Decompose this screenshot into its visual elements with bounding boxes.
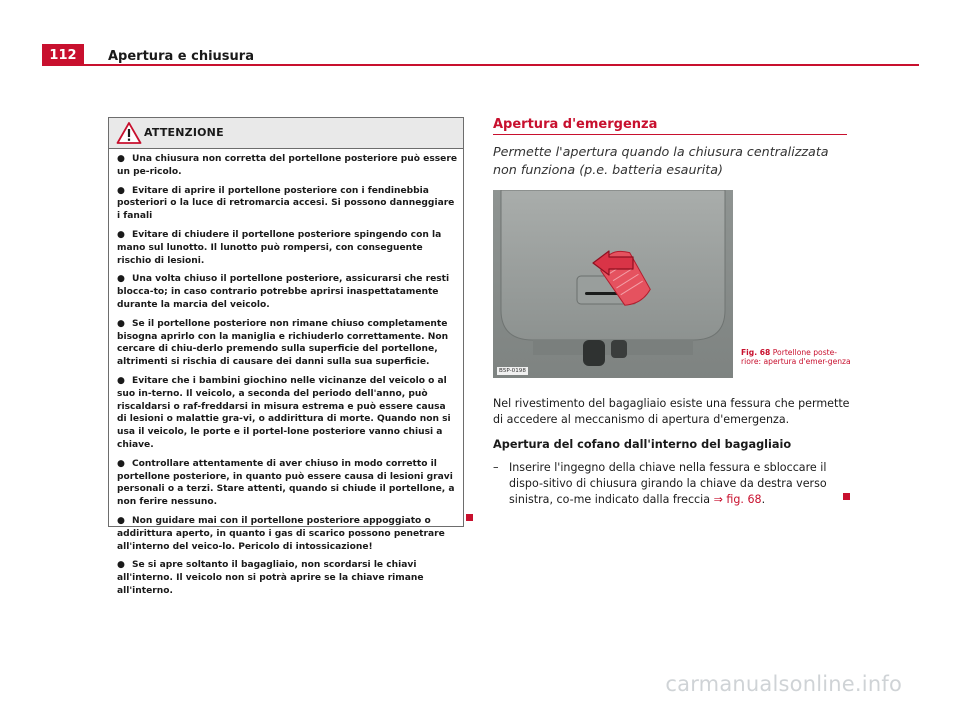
step-end: . (761, 493, 766, 506)
warning-item-text: Evitare di aprire il portellone posteriore con i fendinebbia posteriori o la luce di retromarcia accesi. Si possono danneggiare i fanali (117, 185, 455, 222)
heading-rule (493, 134, 847, 135)
warning-header (109, 118, 463, 149)
figure-caption-text: Portellone poste-riore: apertura d'emer-genza (741, 348, 851, 367)
warning-item (117, 229, 457, 267)
warning-title: ATTENZIONE (144, 126, 224, 139)
emergency-paragraph: Nel rivestimento del bagagliaio esiste una fessura che permette di accedere al meccanismo di apertura d'emergenza. (493, 397, 850, 426)
bullet-icon: ● (117, 375, 125, 386)
step-body: Inserire l'ingegno della chiave nella fessura e sbloccare il dispo-sitivo di chiusura girando la chiave da destra verso sinistra, co-me indicato dalla freccia (509, 461, 827, 506)
warning-box (108, 117, 464, 596)
emergency-intro: Permette l'apertura quando la chiusura centralizzata non funziona (p.e. batteria esaurita) (493, 144, 829, 177)
warning-item (117, 375, 457, 452)
warning-item-text: Evitare di chiudere il portellone posteriore spingendo con la mano sul lunotto. Il lunotto può rompersi, con conseguente rischio di lesioni. (117, 229, 442, 266)
bullet-icon: ● (117, 560, 125, 571)
figure-caption (741, 348, 851, 366)
bullet-icon: ● (117, 274, 125, 285)
warning-item-text: Se si apre soltanto il bagagliaio, non scordarsi le chiavi all'interno. Il veicolo non si potrà aprire se la chiave rimane all'interno. (117, 560, 424, 596)
emergency-heading: Apertura d'emergenza (493, 117, 658, 132)
warning-item (117, 458, 457, 509)
bullet-icon: ● (117, 229, 125, 240)
warning-list (109, 149, 463, 598)
figure-xref-link[interactable]: ⇒ fig. 68 (713, 493, 762, 506)
emergency-subheading: Apertura del cofano dall'interno del bagagliaio (493, 438, 792, 451)
bullet-icon: ● (117, 515, 125, 526)
step-dash: – (493, 461, 499, 474)
warning-item (117, 153, 457, 179)
emergency-step (493, 460, 853, 508)
bullet-icon: ● (117, 154, 125, 164)
figure-tailgate-emergency (493, 190, 733, 378)
figure-label: Fig. 68 (741, 348, 771, 357)
step-text (493, 460, 853, 508)
warning-item (117, 318, 457, 369)
watermark: carmanualsonline.info (665, 672, 902, 696)
figure-code: B5P-0198 (499, 368, 526, 374)
warning-item-text: Non guidare mai con il portellone posteriore appoggiato o addirittura aperto, in quanto i gas di scarico possono penetrare all'interno del veico-lo. Pericolo di intossicazione! (117, 515, 445, 552)
end-of-section-marker (466, 514, 473, 521)
bullet-icon: ● (117, 185, 125, 196)
warning-item-text: Evitare che i bambini giochino nelle vicinanze del veicolo o al suo in-terno. Il veicolo, a seconda del periodo dell'anno, può riscaldarsi o raf-freddarsi in misura estrema e può essere causa di lesioni o malattie gra-vi, o addirittura di morte. Quando non si usa il veicolo, le porte e il portel-lone posteriore vanno chiusi a chiave. (117, 375, 451, 450)
header-rule (84, 64, 919, 66)
warning-item-text: Una volta chiuso il portellone posteriore, assicurarsi che resti blocca-to; in caso contrario potrebbe aprirsi inaspettatamente durante la marcia del veicolo. (117, 274, 450, 310)
tailgate-illustration (493, 190, 733, 378)
bullet-icon: ● (117, 318, 125, 329)
bullet-icon: ● (117, 458, 125, 469)
warning-item (117, 185, 457, 223)
warning-item-text: Controllare attentamente di aver chiuso in modo corretto il portellone posteriore, in quanto può essere causa di lesioni gravi personali o a terzi. Stare attenti, quando si chiude il portellone, a non ferire nessuno. (117, 458, 455, 508)
page-number: 112 (42, 44, 84, 66)
end-of-section-marker (843, 493, 850, 500)
warning-item (117, 273, 457, 311)
warning-triangle-icon (116, 121, 142, 145)
section-title: Apertura e chiusura (108, 49, 254, 64)
warning-item (117, 515, 457, 553)
warning-item (117, 559, 457, 597)
warning-item-text: Una chiusura non corretta del portellone posteriore può essere un pe-ricolo. (117, 154, 457, 177)
warning-item-text: Se il portellone posteriore non rimane chiuso completamente bisogna aprirlo con la maniglia e richiuderlo correttamente. Non cercare di chiu-derlo premendo sulla superficie del portellone, altrimenti si rischia di causare dei danni sulla sua superficie. (117, 318, 449, 368)
